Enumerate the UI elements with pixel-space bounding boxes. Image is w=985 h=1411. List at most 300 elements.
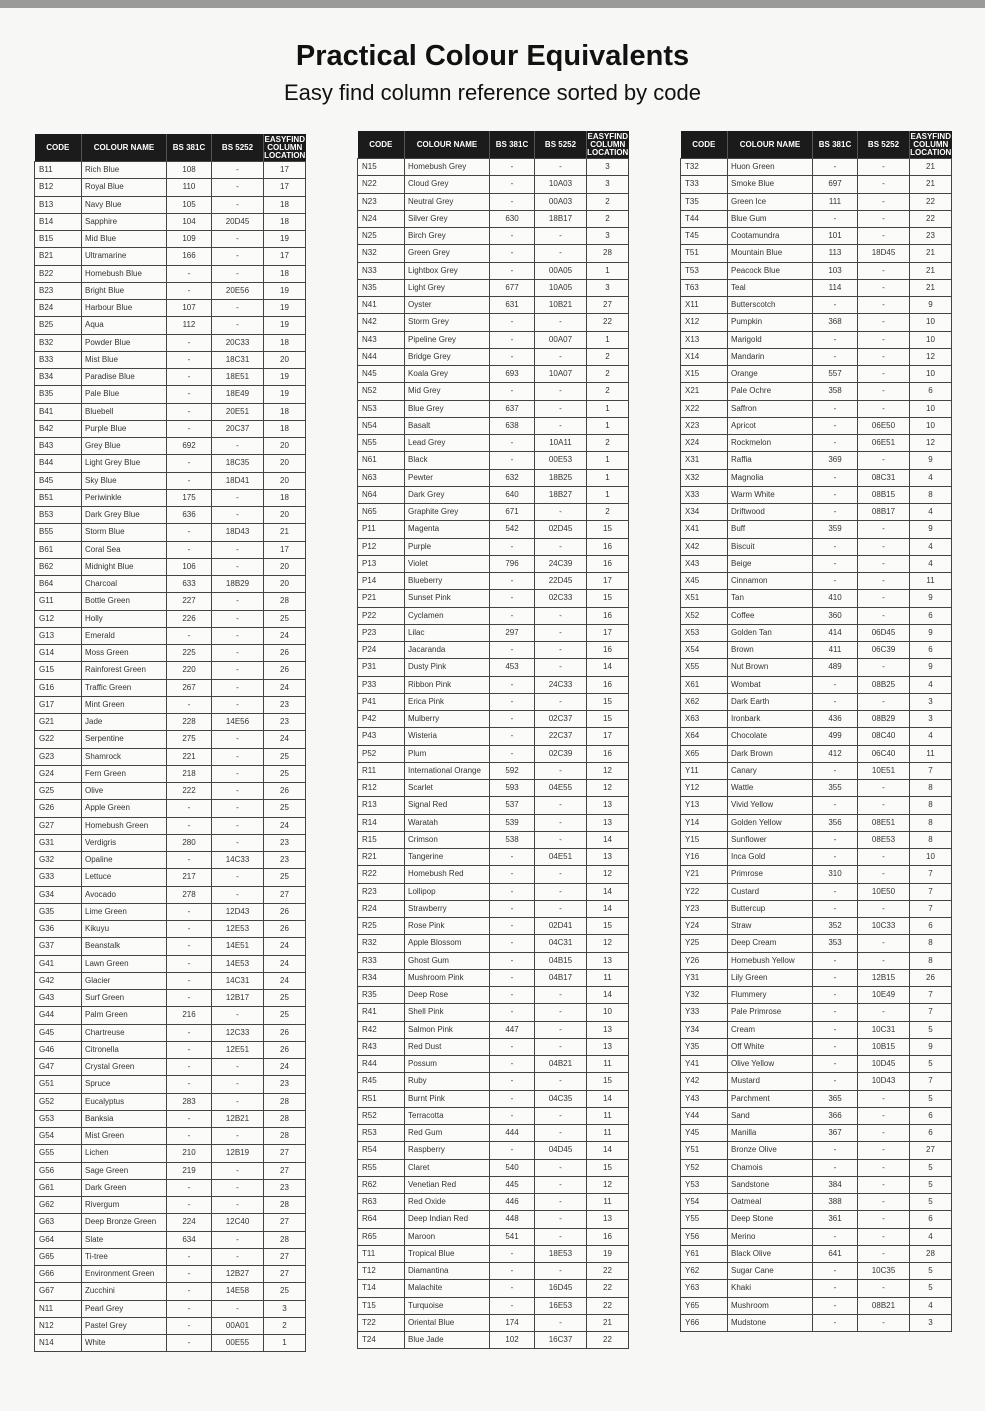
bs5252-cell: - bbox=[535, 1004, 587, 1021]
colour-name-cell: Terracotta bbox=[405, 1107, 490, 1124]
bs5252-cell: - bbox=[858, 573, 910, 590]
code-cell: T33 bbox=[681, 176, 728, 193]
colour-name-cell: Mustard bbox=[728, 1073, 813, 1090]
code-cell: G45 bbox=[35, 1024, 82, 1041]
table-row bbox=[35, 990, 306, 1007]
bs381c-cell: - bbox=[167, 972, 212, 989]
colour-name-cell: Banksia bbox=[82, 1110, 167, 1127]
bs5252-cell: 12B21 bbox=[212, 1110, 264, 1127]
bs5252-cell: - bbox=[858, 1107, 910, 1124]
location-cell: 21 bbox=[910, 176, 952, 193]
bs5252-cell: 02C37 bbox=[535, 711, 587, 728]
bs5252-cell: 10A07 bbox=[535, 366, 587, 383]
table-row bbox=[681, 193, 952, 210]
table-row bbox=[358, 486, 629, 503]
code-cell: P13 bbox=[358, 555, 405, 572]
location-cell: 25 bbox=[264, 990, 306, 1007]
table-row bbox=[35, 162, 306, 179]
colour-name-cell: Moss Green bbox=[82, 645, 167, 662]
bs5252-cell: - bbox=[858, 1090, 910, 1107]
code-cell: R21 bbox=[358, 849, 405, 866]
colour-name-cell: Custard bbox=[728, 883, 813, 900]
location-cell: 25 bbox=[264, 748, 306, 765]
location-cell: 21 bbox=[910, 279, 952, 296]
bs381c-cell: - bbox=[167, 627, 212, 644]
bs5252-cell: 08C40 bbox=[858, 728, 910, 745]
table-row bbox=[358, 693, 629, 710]
table-row bbox=[35, 1231, 306, 1248]
bs5252-cell: 02C33 bbox=[535, 590, 587, 607]
colour-name-cell: Raffia bbox=[728, 452, 813, 469]
colour-name-cell: Possum bbox=[405, 1056, 490, 1073]
bs5252-cell: - bbox=[858, 590, 910, 607]
colour-name-cell: Peacock Blue bbox=[728, 262, 813, 279]
location-cell: 22 bbox=[587, 1297, 629, 1314]
bs5252-cell: - bbox=[212, 1197, 264, 1214]
code-cell: Y44 bbox=[681, 1107, 728, 1124]
bs381c-cell: - bbox=[490, 176, 535, 193]
bs381c-cell: - bbox=[813, 900, 858, 917]
code-cell: X24 bbox=[681, 435, 728, 452]
bs5252-cell: - bbox=[858, 331, 910, 348]
table-row bbox=[358, 400, 629, 417]
location-cell: 5 bbox=[910, 1090, 952, 1107]
code-cell: P22 bbox=[358, 607, 405, 624]
bs381c-cell: - bbox=[813, 331, 858, 348]
table-row bbox=[35, 334, 306, 351]
code-cell: T44 bbox=[681, 210, 728, 227]
bs381c-cell: - bbox=[490, 262, 535, 279]
table-row bbox=[681, 469, 952, 486]
bs381c-cell: 297 bbox=[490, 624, 535, 641]
header-easyfind-location: EASYFIND COLUMN LOCATION bbox=[910, 131, 952, 157]
location-cell: 6 bbox=[910, 383, 952, 400]
location-cell: 19 bbox=[264, 231, 306, 248]
header-colour-name: COLOUR NAME bbox=[405, 131, 490, 159]
bs5252-cell: 08B29 bbox=[858, 711, 910, 728]
table-row bbox=[35, 662, 306, 679]
bs381c-cell: - bbox=[490, 693, 535, 710]
location-cell: 12 bbox=[910, 348, 952, 365]
colour-name-cell: Mid Grey bbox=[405, 383, 490, 400]
location-cell: 18 bbox=[264, 265, 306, 282]
bs381c-cell: - bbox=[813, 400, 858, 417]
bs5252-cell: - bbox=[535, 831, 587, 848]
table-row bbox=[681, 1297, 952, 1314]
bs381c-cell: 593 bbox=[490, 780, 535, 797]
location-cell: 13 bbox=[587, 814, 629, 831]
colour-name-cell: Buttercup bbox=[728, 900, 813, 917]
bs381c-cell: - bbox=[813, 210, 858, 227]
code-cell: T15 bbox=[358, 1297, 405, 1314]
bs5252-cell: 16D45 bbox=[535, 1280, 587, 1297]
bs5252-cell: 18D41 bbox=[212, 472, 264, 489]
bs381c-cell: 105 bbox=[167, 196, 212, 213]
table-row bbox=[681, 1245, 952, 1262]
location-cell: 4 bbox=[910, 555, 952, 572]
table-header-row bbox=[358, 131, 629, 159]
bs381c-cell: - bbox=[813, 573, 858, 590]
colour-name-cell: Glacier bbox=[82, 972, 167, 989]
bs5252-cell: 02D41 bbox=[535, 918, 587, 935]
bs381c-cell: - bbox=[490, 159, 535, 176]
table-row bbox=[358, 1263, 629, 1280]
colour-name-cell: Mint Green bbox=[82, 696, 167, 713]
table-row bbox=[35, 610, 306, 627]
location-cell: 21 bbox=[264, 524, 306, 541]
location-cell: 4 bbox=[910, 469, 952, 486]
code-cell: Y41 bbox=[681, 1056, 728, 1073]
bs381c-cell: - bbox=[813, 538, 858, 555]
code-cell: Y24 bbox=[681, 918, 728, 935]
bs381c-cell: 444 bbox=[490, 1125, 535, 1142]
bs5252-cell: - bbox=[212, 886, 264, 903]
bs5252-cell: 04B17 bbox=[535, 969, 587, 986]
bs381c-cell: 445 bbox=[490, 1176, 535, 1193]
table-row bbox=[35, 265, 306, 282]
bs5252-cell: 14E53 bbox=[212, 955, 264, 972]
code-cell: N25 bbox=[358, 228, 405, 245]
colour-name-cell: Tan bbox=[728, 590, 813, 607]
table-row bbox=[681, 417, 952, 434]
bs381c-cell: - bbox=[813, 1056, 858, 1073]
bs381c-cell: - bbox=[813, 952, 858, 969]
bs381c-cell: - bbox=[813, 762, 858, 779]
bs381c-cell: - bbox=[167, 541, 212, 558]
colour-name-cell: Verdigris bbox=[82, 834, 167, 851]
bs5252-cell: - bbox=[535, 1211, 587, 1228]
colour-name-cell: Butterscotch bbox=[728, 297, 813, 314]
colour-name-cell: Brown bbox=[728, 642, 813, 659]
code-cell: R53 bbox=[358, 1125, 405, 1142]
code-cell: X32 bbox=[681, 469, 728, 486]
table-row bbox=[681, 159, 952, 176]
colour-name-cell: Traffic Green bbox=[82, 679, 167, 696]
location-cell: 14 bbox=[587, 1142, 629, 1159]
table-row bbox=[681, 1263, 952, 1280]
location-cell: 2 bbox=[587, 193, 629, 210]
bs5252-cell: - bbox=[858, 1125, 910, 1142]
location-cell: 26 bbox=[264, 645, 306, 662]
bs381c-cell: 101 bbox=[813, 228, 858, 245]
bs5252-cell: 12E53 bbox=[212, 921, 264, 938]
code-cell: N44 bbox=[358, 348, 405, 365]
code-cell: G56 bbox=[35, 1162, 82, 1179]
location-cell: 7 bbox=[910, 987, 952, 1004]
bs5252-cell: 02D45 bbox=[535, 521, 587, 538]
location-cell: 7 bbox=[910, 1004, 952, 1021]
bs5252-cell: - bbox=[858, 659, 910, 676]
colour-name-cell: Tangerine bbox=[405, 849, 490, 866]
location-cell: 24 bbox=[264, 938, 306, 955]
bs5252-cell: - bbox=[858, 538, 910, 555]
colour-name-cell: Ruby bbox=[405, 1073, 490, 1090]
location-cell: 15 bbox=[587, 1073, 629, 1090]
bs381c-cell: 388 bbox=[813, 1194, 858, 1211]
table-row bbox=[358, 210, 629, 227]
bs381c-cell: - bbox=[490, 245, 535, 262]
location-cell: 22 bbox=[910, 193, 952, 210]
colour-name-cell: Dark Earth bbox=[728, 693, 813, 710]
colour-name-cell: Green Grey bbox=[405, 245, 490, 262]
code-cell: N11 bbox=[35, 1300, 82, 1317]
code-cell: R25 bbox=[358, 918, 405, 935]
header-bs381c: BS 381C bbox=[167, 134, 212, 162]
bs5252-cell: 06C40 bbox=[858, 745, 910, 762]
colour-name-cell: Lightbox Grey bbox=[405, 262, 490, 279]
location-cell: 5 bbox=[910, 1194, 952, 1211]
colour-name-cell: Wattle bbox=[728, 780, 813, 797]
bs5252-cell: - bbox=[212, 1300, 264, 1317]
code-cell: B62 bbox=[35, 558, 82, 575]
bs381c-cell: - bbox=[813, 693, 858, 710]
code-cell: X23 bbox=[681, 417, 728, 434]
colour-name-cell: Saffron bbox=[728, 400, 813, 417]
table-row bbox=[35, 765, 306, 782]
bs5252-cell: - bbox=[858, 314, 910, 331]
code-cell: X34 bbox=[681, 504, 728, 521]
table-row bbox=[681, 1280, 952, 1297]
colour-name-cell: Ironbark bbox=[728, 711, 813, 728]
table-row bbox=[35, 783, 306, 800]
bs5252-cell: - bbox=[858, 607, 910, 624]
location-cell: 19 bbox=[264, 300, 306, 317]
bs381c-cell: 267 bbox=[167, 679, 212, 696]
colour-name-cell: Mandarin bbox=[728, 348, 813, 365]
location-cell: 13 bbox=[587, 1211, 629, 1228]
table-row bbox=[35, 403, 306, 420]
bs5252-cell: - bbox=[535, 900, 587, 917]
bs5252-cell: 16C37 bbox=[535, 1332, 587, 1349]
bs381c-cell: 384 bbox=[813, 1176, 858, 1193]
code-cell: Y51 bbox=[681, 1142, 728, 1159]
location-cell: 21 bbox=[587, 1314, 629, 1331]
bs5252-cell: - bbox=[535, 1159, 587, 1176]
code-cell: R45 bbox=[358, 1073, 405, 1090]
bs381c-cell: - bbox=[490, 1056, 535, 1073]
colour-name-cell: Rich Blue bbox=[82, 162, 167, 179]
colour-name-cell: Sapphire bbox=[82, 213, 167, 230]
code-cell: Y15 bbox=[681, 831, 728, 848]
table-row bbox=[358, 176, 629, 193]
bs5252-cell: 18B29 bbox=[212, 576, 264, 593]
code-cell: G27 bbox=[35, 817, 82, 834]
code-cell: N53 bbox=[358, 400, 405, 417]
table-row bbox=[681, 486, 952, 503]
location-cell: 9 bbox=[910, 590, 952, 607]
colour-name-cell: Ti-tree bbox=[82, 1248, 167, 1265]
code-cell: G46 bbox=[35, 1041, 82, 1058]
bs5252-cell: - bbox=[212, 1162, 264, 1179]
table-row bbox=[35, 1266, 306, 1283]
location-cell: 20 bbox=[264, 438, 306, 455]
location-cell: 7 bbox=[910, 762, 952, 779]
table-row bbox=[358, 780, 629, 797]
bs5252-cell: - bbox=[858, 1245, 910, 1262]
bs381c-cell: - bbox=[490, 1004, 535, 1021]
location-cell: 23 bbox=[264, 852, 306, 869]
code-cell: N42 bbox=[358, 314, 405, 331]
bs5252-cell: - bbox=[212, 627, 264, 644]
bs5252-cell: - bbox=[858, 383, 910, 400]
bs5252-cell: 10C33 bbox=[858, 918, 910, 935]
table-row bbox=[358, 159, 629, 176]
table-row bbox=[358, 987, 629, 1004]
location-cell: 14 bbox=[587, 987, 629, 1004]
colour-name-cell: Lawn Green bbox=[82, 955, 167, 972]
colour-name-cell: Lichen bbox=[82, 1145, 167, 1162]
location-cell: 12 bbox=[587, 1176, 629, 1193]
colour-name-cell: Plum bbox=[405, 745, 490, 762]
bs381c-cell: - bbox=[813, 1159, 858, 1176]
location-cell: 27 bbox=[264, 886, 306, 903]
table-row bbox=[35, 369, 306, 386]
bs381c-cell: 414 bbox=[813, 624, 858, 641]
code-cell: G63 bbox=[35, 1214, 82, 1231]
code-cell: B21 bbox=[35, 248, 82, 265]
code-cell: N45 bbox=[358, 366, 405, 383]
colour-name-cell: Harbour Blue bbox=[82, 300, 167, 317]
colour-name-cell: Koala Grey bbox=[405, 366, 490, 383]
bs5252-cell: - bbox=[858, 297, 910, 314]
bs381c-cell: - bbox=[813, 417, 858, 434]
colour-name-cell: Grey Blue bbox=[82, 438, 167, 455]
bs381c-cell: 693 bbox=[490, 366, 535, 383]
table-row bbox=[35, 886, 306, 903]
bs381c-cell: 446 bbox=[490, 1194, 535, 1211]
bs381c-cell: 631 bbox=[490, 297, 535, 314]
table-row bbox=[35, 196, 306, 213]
bs381c-cell: - bbox=[490, 952, 535, 969]
code-cell: T35 bbox=[681, 193, 728, 210]
colour-name-cell: Maroon bbox=[405, 1228, 490, 1245]
location-cell: 16 bbox=[587, 555, 629, 572]
code-cell: X42 bbox=[681, 538, 728, 555]
code-cell: G12 bbox=[35, 610, 82, 627]
code-cell: X31 bbox=[681, 452, 728, 469]
colour-name-cell: Pumpkin bbox=[728, 314, 813, 331]
colour-name-cell: Venetian Red bbox=[405, 1176, 490, 1193]
location-cell: 5 bbox=[910, 1263, 952, 1280]
code-cell: G15 bbox=[35, 662, 82, 679]
colour-name-cell: Charcoal bbox=[82, 576, 167, 593]
table-row bbox=[681, 987, 952, 1004]
table-row bbox=[358, 1194, 629, 1211]
bs381c-cell: - bbox=[813, 969, 858, 986]
code-cell: R22 bbox=[358, 866, 405, 883]
table-row bbox=[35, 1179, 306, 1196]
code-cell: P21 bbox=[358, 590, 405, 607]
code-cell: X54 bbox=[681, 642, 728, 659]
colour-name-cell: Navy Blue bbox=[82, 196, 167, 213]
location-cell: 5 bbox=[910, 1280, 952, 1297]
bs5252-cell: - bbox=[535, 1107, 587, 1124]
code-cell: B45 bbox=[35, 472, 82, 489]
bs381c-cell: - bbox=[813, 1021, 858, 1038]
table-row bbox=[35, 541, 306, 558]
bs5252-cell: 18B25 bbox=[535, 469, 587, 486]
code-cell: T45 bbox=[681, 228, 728, 245]
colour-name-cell: Homebush Red bbox=[405, 866, 490, 883]
colour-name-cell: Black Olive bbox=[728, 1245, 813, 1262]
colour-name-cell: Apple Blossom bbox=[405, 935, 490, 952]
bs381c-cell: - bbox=[167, 800, 212, 817]
code-cell: N61 bbox=[358, 452, 405, 469]
code-cell: Y42 bbox=[681, 1073, 728, 1090]
location-cell: 19 bbox=[264, 282, 306, 299]
bs5252-cell: - bbox=[212, 783, 264, 800]
table-row bbox=[358, 348, 629, 365]
code-cell: G31 bbox=[35, 834, 82, 851]
location-cell: 25 bbox=[264, 765, 306, 782]
location-cell: 11 bbox=[587, 1125, 629, 1142]
bs5252-cell: 04E51 bbox=[535, 849, 587, 866]
table-row bbox=[681, 228, 952, 245]
code-cell: R23 bbox=[358, 883, 405, 900]
location-cell: 25 bbox=[264, 610, 306, 627]
location-cell: 24 bbox=[264, 627, 306, 644]
bs5252-cell: - bbox=[858, 452, 910, 469]
table-row bbox=[35, 300, 306, 317]
location-cell: 17 bbox=[264, 248, 306, 265]
location-cell: 6 bbox=[910, 1125, 952, 1142]
table-row bbox=[358, 642, 629, 659]
bs381c-cell: 412 bbox=[813, 745, 858, 762]
bs381c-cell: 227 bbox=[167, 593, 212, 610]
colour-name-cell: Jacaranda bbox=[405, 642, 490, 659]
colour-name-cell: Deep Indian Red bbox=[405, 1211, 490, 1228]
colour-name-cell: Olive Yellow bbox=[728, 1056, 813, 1073]
location-cell: 27 bbox=[264, 1266, 306, 1283]
location-cell: 6 bbox=[910, 1107, 952, 1124]
colour-name-cell: Red Dust bbox=[405, 1038, 490, 1055]
code-cell: B35 bbox=[35, 386, 82, 403]
bs5252-cell: - bbox=[858, 780, 910, 797]
location-cell: 10 bbox=[910, 314, 952, 331]
bs5252-cell: 02C39 bbox=[535, 745, 587, 762]
colour-name-cell: Birch Grey bbox=[405, 228, 490, 245]
table-column-1 bbox=[34, 134, 306, 1352]
bs381c-cell: - bbox=[813, 348, 858, 365]
table-row bbox=[358, 1211, 629, 1228]
location-cell: 17 bbox=[264, 162, 306, 179]
code-cell: P31 bbox=[358, 659, 405, 676]
bs5252-cell: - bbox=[212, 1059, 264, 1076]
code-cell: N32 bbox=[358, 245, 405, 262]
bs381c-cell: - bbox=[167, 1317, 212, 1334]
colour-name-cell: Cootamundra bbox=[728, 228, 813, 245]
location-cell: 2 bbox=[587, 383, 629, 400]
bs381c-cell: - bbox=[490, 383, 535, 400]
colour-name-cell: Primrose bbox=[728, 866, 813, 883]
bs5252-cell: 10E49 bbox=[858, 987, 910, 1004]
colour-name-cell: Purple Blue bbox=[82, 420, 167, 437]
bs381c-cell: - bbox=[167, 1335, 212, 1352]
colour-name-cell: Deep Bronze Green bbox=[82, 1214, 167, 1231]
bs381c-cell: 448 bbox=[490, 1211, 535, 1228]
bs381c-cell: - bbox=[490, 883, 535, 900]
colour-name-cell: Diamantina bbox=[405, 1263, 490, 1280]
code-cell: B42 bbox=[35, 420, 82, 437]
table-row bbox=[35, 679, 306, 696]
code-cell: B51 bbox=[35, 489, 82, 506]
code-cell: G44 bbox=[35, 1007, 82, 1024]
bs381c-cell: - bbox=[813, 297, 858, 314]
location-cell: 9 bbox=[910, 1038, 952, 1055]
table-row bbox=[35, 903, 306, 920]
bs5252-cell: - bbox=[535, 1194, 587, 1211]
table-row bbox=[35, 817, 306, 834]
